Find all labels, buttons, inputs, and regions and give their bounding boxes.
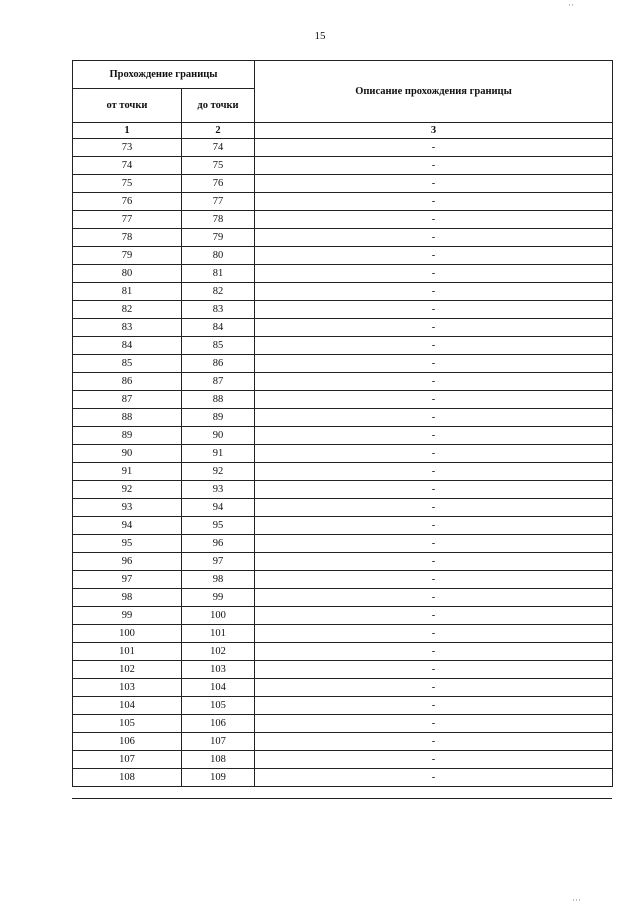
table-row bbox=[73, 193, 613, 211]
cell-to-point: 92 bbox=[182, 463, 255, 481]
cell-description: - bbox=[255, 409, 613, 427]
table-row bbox=[73, 679, 613, 697]
table-row bbox=[73, 427, 613, 445]
cell-from-point: 76 bbox=[73, 193, 182, 211]
cell-to-point: 90 bbox=[182, 427, 255, 445]
table-row bbox=[73, 247, 613, 265]
cell-from-point: 105 bbox=[73, 715, 182, 733]
table-row bbox=[73, 139, 613, 157]
table-row bbox=[73, 535, 613, 553]
cell-to-point: 98 bbox=[182, 571, 255, 589]
cell-description: - bbox=[255, 427, 613, 445]
table-row bbox=[73, 481, 613, 499]
table-row bbox=[73, 499, 613, 517]
cell-from-point: 77 bbox=[73, 211, 182, 229]
cell-description: - bbox=[255, 697, 613, 715]
cell-to-point: 88 bbox=[182, 391, 255, 409]
header-from-point: от точки bbox=[73, 89, 182, 123]
cell-to-point: 86 bbox=[182, 355, 255, 373]
cell-description: - bbox=[255, 589, 613, 607]
bottom-mark: ··· bbox=[572, 895, 581, 905]
cell-from-point: 91 bbox=[73, 463, 182, 481]
cell-from-point: 87 bbox=[73, 391, 182, 409]
table-row bbox=[73, 175, 613, 193]
cell-to-point: 103 bbox=[182, 661, 255, 679]
cell-from-point: 78 bbox=[73, 229, 182, 247]
cell-from-point: 96 bbox=[73, 553, 182, 571]
table-row bbox=[73, 733, 613, 751]
cell-description: - bbox=[255, 607, 613, 625]
cell-from-point: 82 bbox=[73, 301, 182, 319]
cell-from-point: 81 bbox=[73, 283, 182, 301]
cell-from-point: 103 bbox=[73, 679, 182, 697]
cell-from-point: 89 bbox=[73, 427, 182, 445]
cell-to-point: 91 bbox=[182, 445, 255, 463]
cell-description: - bbox=[255, 175, 613, 193]
table-row bbox=[73, 751, 613, 769]
cell-to-point: 82 bbox=[182, 283, 255, 301]
table-row bbox=[73, 643, 613, 661]
table-row bbox=[73, 697, 613, 715]
cell-to-point: 104 bbox=[182, 679, 255, 697]
cell-to-point: 84 bbox=[182, 319, 255, 337]
cell-description: - bbox=[255, 157, 613, 175]
table-row bbox=[73, 445, 613, 463]
cell-description: - bbox=[255, 517, 613, 535]
cell-description: - bbox=[255, 229, 613, 247]
column-number-2: 2 bbox=[182, 123, 255, 139]
header-description: Описание прохождения границы bbox=[255, 61, 613, 123]
column-number-3: 3 bbox=[255, 123, 613, 139]
cell-to-point: 97 bbox=[182, 553, 255, 571]
table-row bbox=[73, 517, 613, 535]
column-number-1: 1 bbox=[73, 123, 182, 139]
cell-description: - bbox=[255, 571, 613, 589]
cell-description: - bbox=[255, 319, 613, 337]
cell-description: - bbox=[255, 679, 613, 697]
cell-to-point: 85 bbox=[182, 337, 255, 355]
cell-to-point: 81 bbox=[182, 265, 255, 283]
cell-to-point: 106 bbox=[182, 715, 255, 733]
table-row bbox=[73, 373, 613, 391]
cell-to-point: 83 bbox=[182, 301, 255, 319]
cell-from-point: 92 bbox=[73, 481, 182, 499]
cell-to-point: 100 bbox=[182, 607, 255, 625]
cell-to-point: 80 bbox=[182, 247, 255, 265]
cell-description: - bbox=[255, 139, 613, 157]
cell-from-point: 75 bbox=[73, 175, 182, 193]
cell-description: - bbox=[255, 283, 613, 301]
table-row bbox=[73, 229, 613, 247]
table-row bbox=[73, 463, 613, 481]
cell-to-point: 94 bbox=[182, 499, 255, 517]
cell-description: - bbox=[255, 481, 613, 499]
cell-from-point: 80 bbox=[73, 265, 182, 283]
table-row bbox=[73, 589, 613, 607]
cell-description: - bbox=[255, 769, 613, 787]
cell-description: - bbox=[255, 211, 613, 229]
cell-from-point: 83 bbox=[73, 319, 182, 337]
cell-description: - bbox=[255, 535, 613, 553]
table-row bbox=[73, 553, 613, 571]
cell-description: - bbox=[255, 265, 613, 283]
cell-to-point: 76 bbox=[182, 175, 255, 193]
cell-description: - bbox=[255, 715, 613, 733]
cell-from-point: 104 bbox=[73, 697, 182, 715]
table-row bbox=[73, 337, 613, 355]
table-row bbox=[73, 391, 613, 409]
cell-to-point: 87 bbox=[182, 373, 255, 391]
page-number: 15 bbox=[314, 30, 326, 42]
table-row bbox=[73, 157, 613, 175]
table-row bbox=[73, 661, 613, 679]
cell-description: - bbox=[255, 661, 613, 679]
table-row bbox=[73, 571, 613, 589]
cell-description: - bbox=[255, 373, 613, 391]
table-row bbox=[73, 319, 613, 337]
cell-description: - bbox=[255, 625, 613, 643]
boundary-table bbox=[72, 60, 613, 787]
cell-description: - bbox=[255, 355, 613, 373]
corner-mark: ·· bbox=[568, 0, 574, 10]
cell-description: - bbox=[255, 301, 613, 319]
cell-from-point: 74 bbox=[73, 157, 182, 175]
cell-to-point: 107 bbox=[182, 733, 255, 751]
cell-description: - bbox=[255, 247, 613, 265]
cell-from-point: 84 bbox=[73, 337, 182, 355]
table-row bbox=[73, 301, 613, 319]
cell-to-point: 95 bbox=[182, 517, 255, 535]
table-row bbox=[73, 211, 613, 229]
cell-to-point: 77 bbox=[182, 193, 255, 211]
cell-description: - bbox=[255, 337, 613, 355]
cell-description: - bbox=[255, 643, 613, 661]
cell-to-point: 102 bbox=[182, 643, 255, 661]
table-row bbox=[73, 607, 613, 625]
cell-from-point: 100 bbox=[73, 625, 182, 643]
cell-from-point: 79 bbox=[73, 247, 182, 265]
table-row bbox=[73, 283, 613, 301]
cell-from-point: 106 bbox=[73, 733, 182, 751]
cell-to-point: 109 bbox=[182, 769, 255, 787]
table-row bbox=[73, 409, 613, 427]
table-row bbox=[73, 355, 613, 373]
cell-from-point: 88 bbox=[73, 409, 182, 427]
cell-description: - bbox=[255, 391, 613, 409]
cell-to-point: 96 bbox=[182, 535, 255, 553]
cell-to-point: 108 bbox=[182, 751, 255, 769]
cell-description: - bbox=[255, 463, 613, 481]
cell-to-point: 74 bbox=[182, 139, 255, 157]
table-row bbox=[73, 625, 613, 643]
cell-from-point: 102 bbox=[73, 661, 182, 679]
cell-from-point: 101 bbox=[73, 643, 182, 661]
header-to-point: до точки bbox=[182, 89, 255, 123]
cell-to-point: 89 bbox=[182, 409, 255, 427]
cell-description: - bbox=[255, 553, 613, 571]
cell-to-point: 99 bbox=[182, 589, 255, 607]
table-row bbox=[73, 715, 613, 733]
table-row bbox=[73, 769, 613, 787]
cell-from-point: 85 bbox=[73, 355, 182, 373]
cell-description: - bbox=[255, 445, 613, 463]
cell-description: - bbox=[255, 193, 613, 211]
cell-from-point: 99 bbox=[73, 607, 182, 625]
cell-to-point: 79 bbox=[182, 229, 255, 247]
cell-from-point: 94 bbox=[73, 517, 182, 535]
cell-from-point: 97 bbox=[73, 571, 182, 589]
cell-to-point: 78 bbox=[182, 211, 255, 229]
cell-from-point: 86 bbox=[73, 373, 182, 391]
header-boundary-passage: Прохождение границы bbox=[73, 61, 255, 89]
cell-from-point: 95 bbox=[73, 535, 182, 553]
table-bottom-line bbox=[72, 798, 612, 799]
cell-to-point: 75 bbox=[182, 157, 255, 175]
cell-to-point: 101 bbox=[182, 625, 255, 643]
cell-from-point: 108 bbox=[73, 769, 182, 787]
cell-from-point: 90 bbox=[73, 445, 182, 463]
cell-description: - bbox=[255, 733, 613, 751]
cell-from-point: 107 bbox=[73, 751, 182, 769]
cell-description: - bbox=[255, 499, 613, 517]
cell-from-point: 73 bbox=[73, 139, 182, 157]
table-body bbox=[73, 139, 613, 787]
cell-description: - bbox=[255, 751, 613, 769]
cell-from-point: 93 bbox=[73, 499, 182, 517]
cell-from-point: 98 bbox=[73, 589, 182, 607]
cell-to-point: 93 bbox=[182, 481, 255, 499]
cell-to-point: 105 bbox=[182, 697, 255, 715]
table-row bbox=[73, 265, 613, 283]
